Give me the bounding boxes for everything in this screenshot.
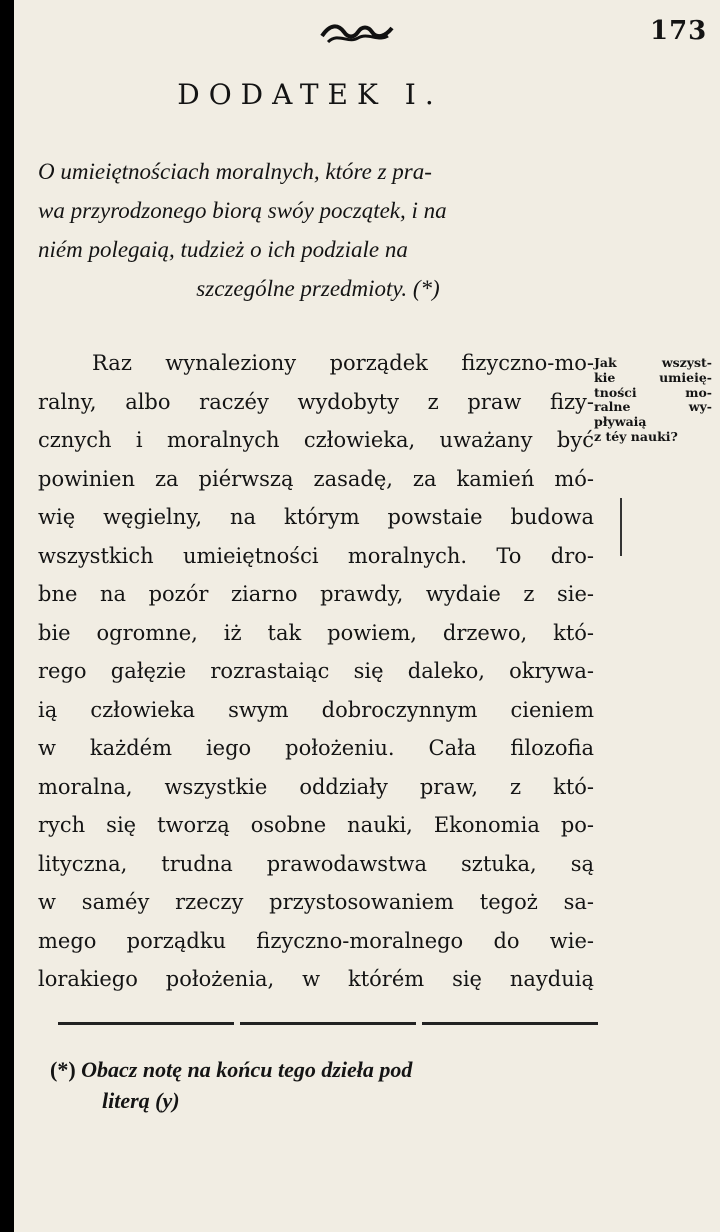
body-line: powinien za piérwszą zasadę, za kamień mó-: [38, 466, 594, 491]
body-line: Raz wynaleziony porządek fizyczno-mo-: [92, 351, 594, 375]
body-line: bie ogromne, iż tak powiem, drzewo, któ-: [38, 620, 594, 645]
footnote-rule: [58, 1022, 234, 1025]
ornament-flourish: [318, 18, 398, 48]
margin-note: [594, 356, 712, 445]
body-line: bne na pozór ziarno prawdy, wydaie z sie-: [38, 582, 594, 606]
body-line: ią człowieka swym dobroczynnym cieniem: [38, 697, 594, 722]
body-line: rego gałęzie rozrastaiąc się daleko, okrywa-: [38, 659, 594, 683]
footnote: [50, 1054, 610, 1116]
page-number: 173: [650, 16, 708, 46]
body-line: lorakiego położenia, w którém się nayduią: [38, 967, 594, 991]
body-line: ralny, albo raczéy wydobyty z praw fizy-: [38, 389, 594, 414]
body-line: wię węgielny, na którym powstaie budowa: [38, 505, 594, 529]
margin-note-line: tności mo-: [594, 384, 712, 400]
footnote-rule: [240, 1022, 416, 1025]
footnote-marker: (*): [50, 1057, 76, 1082]
body-line: wszystkich umieiętności moralnych. To dro-: [38, 543, 594, 568]
body-line: rych się tworzą osobne nauki, Ekonomia po-: [38, 813, 594, 837]
footnote-text: literą (y): [102, 1088, 180, 1113]
body-line: w saméy rzeczy przystosowaniem tegoż sa-: [38, 890, 594, 914]
body-text: [38, 344, 594, 999]
margin-note-line: ralne wy-: [594, 399, 712, 415]
margin-note-bracket: [620, 498, 622, 556]
footnote-rule: [422, 1022, 598, 1025]
body-line: w każdém iego położeniu. Cała filozofia: [38, 736, 594, 760]
body-line: lityczna, trudna prawodawstwa sztuka, są: [38, 851, 594, 876]
margin-note-line: z téy nauki?: [594, 428, 678, 444]
footnote-text: Obacz notę na końcu tego dzieła pod: [81, 1057, 413, 1082]
title-line: wa przyrodzonego biorą swóy początek, i na: [38, 198, 447, 223]
book-binding-edge: [0, 0, 14, 1232]
section-title: [38, 152, 598, 308]
body-line: cznych i moralnych człowieka, uważany być: [38, 428, 594, 452]
title-line: niém polegaią, tudzież o ich podziale na: [38, 237, 408, 262]
margin-note-line: pływaią: [594, 414, 647, 430]
body-line: moralna, wszystkie oddziały praw, z któ-: [38, 774, 594, 799]
margin-note-line: Jak wszyst-: [594, 355, 712, 370]
title-line: szczególne przedmioty. (*): [196, 276, 440, 301]
margin-note-line: kie umieię-: [594, 369, 712, 385]
title-line: O umieiętnościach moralnych, które z pra-: [38, 159, 432, 184]
body-line: mego porządku fizyczno-moralnego do wie-: [38, 928, 594, 953]
section-heading: DODATEK I.: [177, 78, 443, 111]
